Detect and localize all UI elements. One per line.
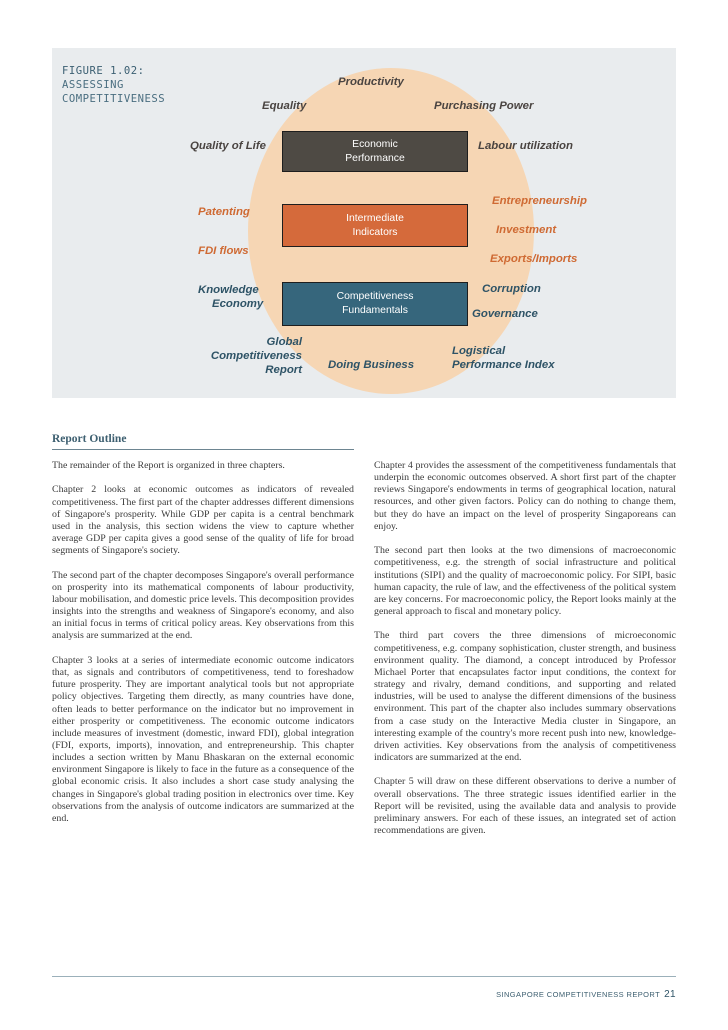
intermediate-box-line1: Intermediate: [346, 212, 404, 224]
section-title: Report Outline: [52, 433, 127, 445]
label-knowledge-line1: Knowledge: [198, 284, 259, 296]
left-column: [52, 460, 354, 837]
label-patenting: Patenting: [198, 206, 250, 218]
left-paragraph-4: Chapter 3 looks at a series of intermediate economic outcome indicators that, as signals and contributors of competitiveness, tend to foreshadow future prosperity. They are important analytical tools but not appropriate policy objectives. Targeting them directly, as many countries have done, often leads to better performance on the indicator but no improvement in either prosperity or competitiveness. The economic outcome indicators include measures of investment (domestic, inward FDI), global integration (FDI, exports, imports), innovation, and entrepreneurship. This chapter includes a section written by Manu Bhaskaran on the external economic environment Singapore is likely to face in the future as a consequence of the global economic crisis. It also includes a short case study analysing the changes in Singapore's global trading position in electronics over time. Key observations from the analysis of outcome indicators are summarized at the end.: [52, 654, 354, 824]
fundamentals-box-line1: Competitiveness: [336, 291, 414, 302]
page-footer: [496, 989, 676, 1000]
right-paragraph-1: Chapter 4 provides the assessment of the competitiveness fundamentals that underpin the economic outcomes observed. A short first part of the chapter reviews Singapore's endowments in terms of geographical location, natural resources, and other given factors. Policy can do nothing to change them, but they do have an impact on the level of prosperity Singaporeans can enjoy.: [374, 460, 676, 532]
footer-title: SINGAPORE COMPETITIVENESS REPORT: [496, 990, 661, 999]
section-rule: [52, 449, 354, 450]
intermediate-indicators-box: [282, 204, 468, 247]
label-lpi-line1: Logistical: [452, 345, 506, 357]
page-number: 21: [664, 989, 676, 1000]
right-paragraph-2: The second part then looks at the two dimensions of macroeconomic competitiveness, e.g. the strength of social infrastructure and political institutions (SIPI) and the quality of macroeconomic policy. For SIPI, basic human capacity, the rule of law, and the effectiveness of the political system are key concerns. For macroeconomic policy, the Report looks mainly at the general approach to fiscal and monetary policy.: [374, 545, 676, 618]
figure-title-line2: COMPETITIVENESS: [62, 93, 166, 105]
label-governance: Governance: [472, 308, 538, 320]
right-paragraph-3: The third part covers the three dimensions of microeconomic competitiveness, e.g. company sophistication, cluster strength, and business environment quality. The diamond, a concept introduced by Professor Michael Porter that encapsulates factor input conditions, the context for strategy and rivalry, demand conditions, and supporting and related industries, will be used to analyse the different dimensions of the business environment. This part of the chapter also includes summary observations from a case study on the Interactive Media cluster in Singapore, an interesting example of the country's more recent push into new, knowledge-driven activities. Key observations from the analysis of competitiveness indicators are summarized at the end.: [374, 630, 676, 764]
figure-title-line1: ASSESSING: [62, 79, 124, 91]
figure-caption: [62, 64, 165, 106]
competitiveness-fundamentals-box: [282, 282, 468, 326]
right-column: [374, 460, 676, 850]
label-global-competitiveness-report: [200, 335, 302, 377]
left-paragraph-3: The second part of the chapter decomposes Singapore's overall performance on prosperity into its mathematical components of labour productivity, labour mobilisation, and domestic price levels. This decomposition provides insights into the strengths and weakness of Singapore's economy, and also an initial focus in terms of critical policy areas. Key observations from this analysis are summarized at the end.: [52, 569, 354, 642]
label-purchasing-power: Purchasing Power: [434, 100, 534, 112]
label-doing-business: Doing Business: [328, 359, 415, 371]
label-productivity: Productivity: [338, 76, 404, 88]
label-gcr-line2: Competitiveness: [210, 350, 302, 362]
left-paragraph-2: Chapter 2 looks at economic outcomes as indicators of revealed competitiveness. The first part of the chapter addresses different dimensions of Singapore's prosperity. While GDP per capita is a central benchmark used in the analysis, this section widens the view to capture whether average GDP per capita gives a good sense of the quality of life for broad segments of Singapore's society.: [52, 484, 354, 557]
label-logistical-performance-index: [452, 344, 555, 372]
label-gcr-line3: Report: [265, 364, 302, 376]
label-knowledge-line2: Economy: [212, 298, 264, 310]
figure-number: FIGURE 1.02:: [62, 65, 145, 77]
fundamentals-box-line2: Fundamentals: [342, 305, 408, 316]
footer-rule: [52, 976, 676, 977]
label-corruption: Corruption: [482, 283, 541, 295]
economic-performance-box: [282, 131, 468, 172]
label-quality-of-life: Quality of Life: [190, 140, 266, 152]
label-labour-utilization: Labour utilization: [478, 140, 573, 152]
label-lpi-line2: Performance Index: [452, 359, 555, 371]
label-gcr-line1: Global: [266, 336, 302, 348]
label-fdi-flows: FDI flows: [198, 245, 249, 257]
label-knowledge-economy: [198, 283, 263, 311]
right-paragraph-4: Chapter 5 will draw on these different observations to derive a number of overall observations. The three strategic issues identified earlier in the Report will be revisited, using the available data and analysis to provide preliminary answers. For each of these issues, an integrated set of action recommendations are given.: [374, 776, 676, 837]
figure-panel: [52, 48, 676, 398]
intermediate-box-line2: Indicators: [352, 226, 398, 238]
economic-box-line2: Performance: [345, 152, 405, 164]
label-equality: Equality: [262, 100, 307, 112]
label-exports-imports: Exports/Imports: [490, 253, 578, 265]
left-paragraph-1: The remainder of the Report is organized in three chapters.: [52, 460, 285, 471]
label-investment: Investment: [496, 224, 557, 236]
label-entrepreneurship: Entrepreneurship: [492, 195, 587, 207]
economic-box-line1: Economic: [352, 138, 398, 150]
